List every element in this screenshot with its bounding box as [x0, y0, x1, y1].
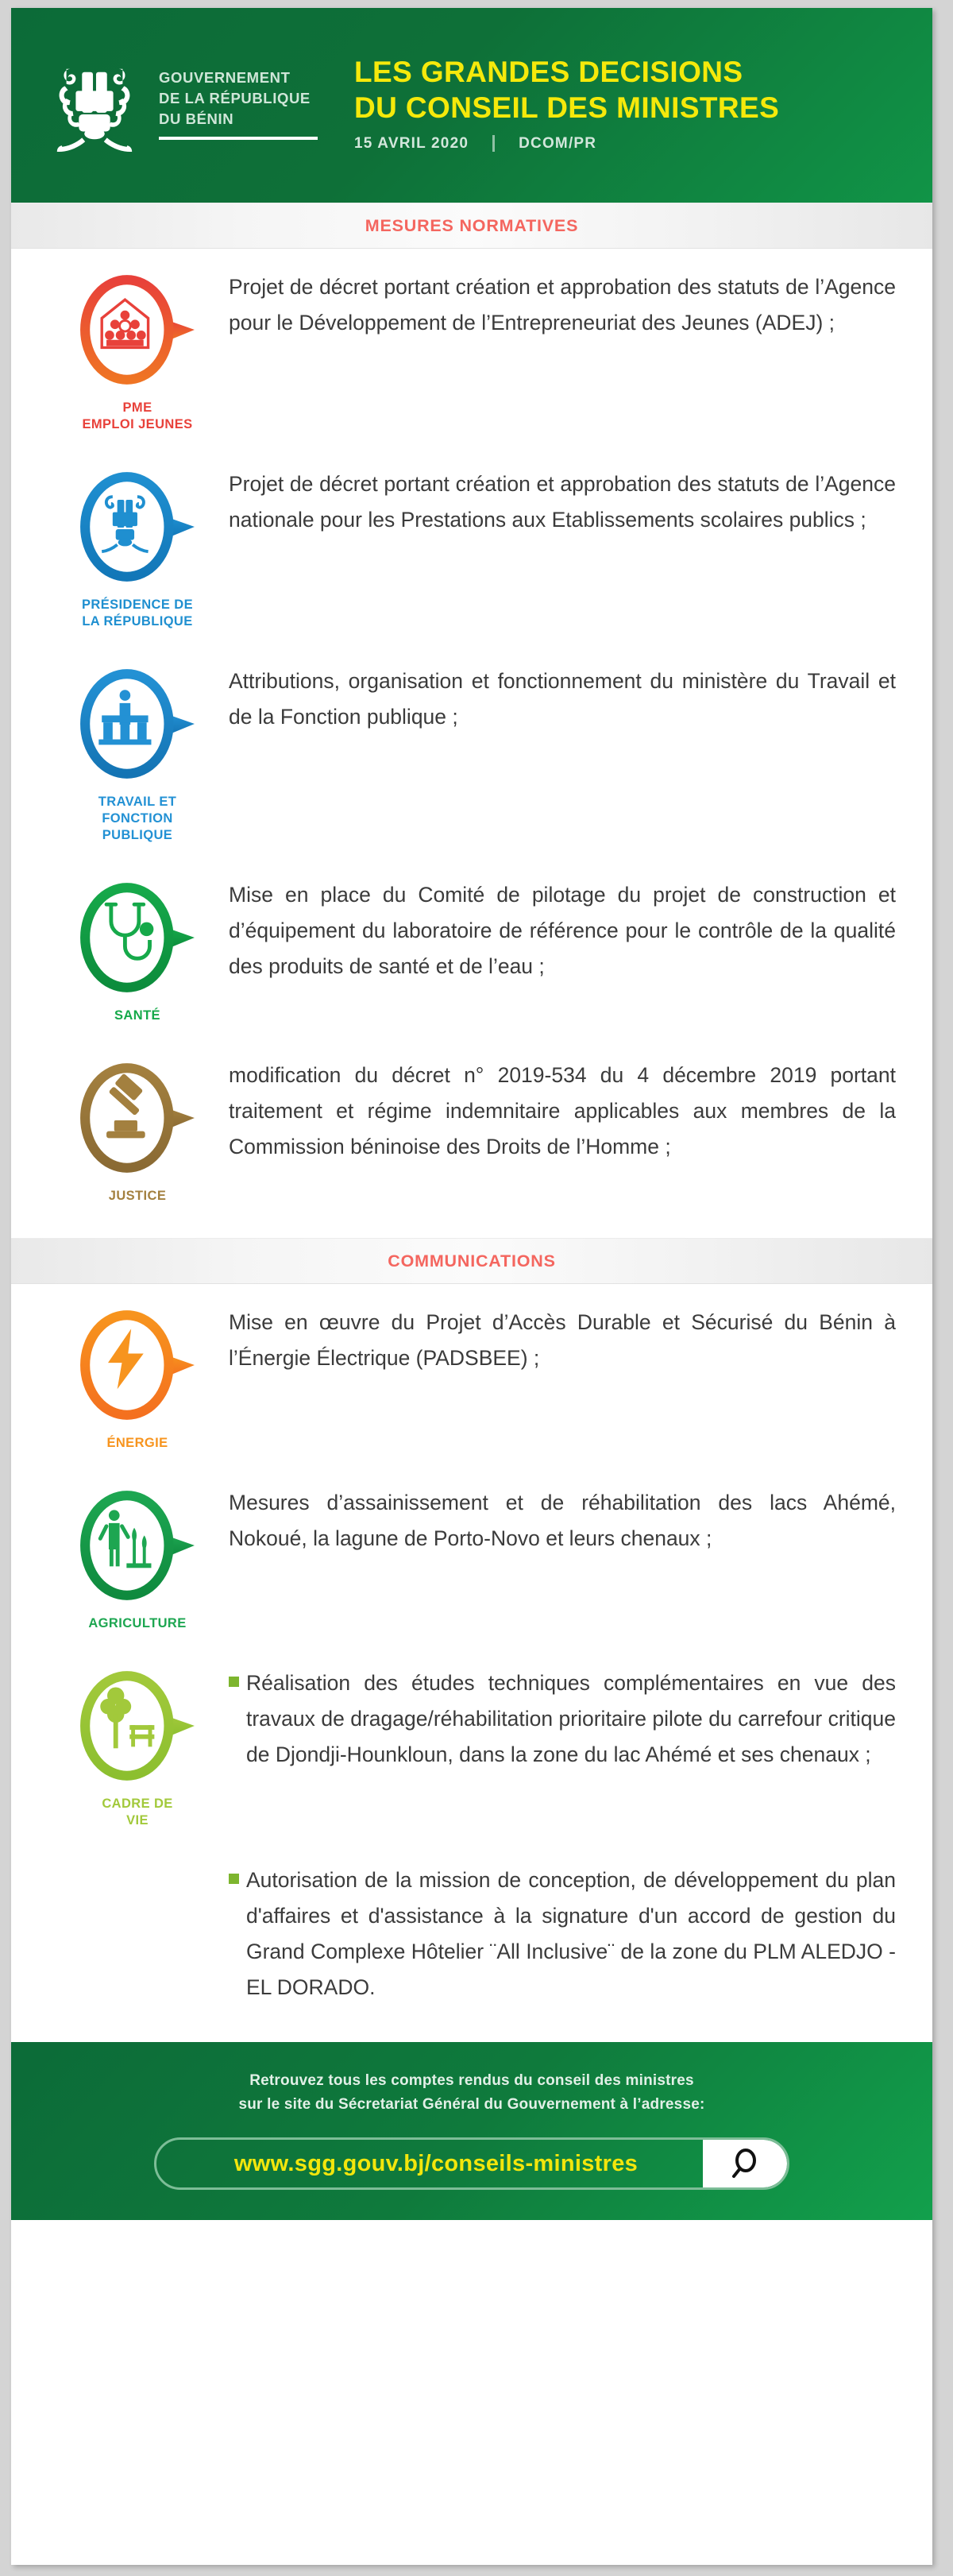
section-spacer [11, 1217, 932, 1238]
ministry-icon-column [46, 261, 229, 433]
section-header-1 [11, 203, 932, 249]
decision-item [11, 446, 932, 643]
website-url[interactable]: www.sgg.gouv.bj/conseils-ministres [233, 2150, 639, 2176]
body-tail-spacer [11, 2018, 932, 2042]
decision-text-column [229, 1297, 896, 1376]
decision-text-column [229, 1657, 896, 1773]
decision-text-column [229, 1050, 896, 1165]
website-url-pill[interactable] [154, 2137, 789, 2190]
decision-item [11, 857, 932, 1037]
ministry-icon-column [46, 458, 229, 630]
decision-item [11, 1842, 932, 2018]
page-title-line-2: DU CONSEIL DES MINISTRES [354, 91, 780, 124]
decision-item [11, 643, 932, 857]
decision-text: Projet de décret portant création et approbation des statuts de l’Agence nationale pour les Prestations aux Etablissements scolaires publics ; [229, 472, 896, 532]
gov-line-2: DE LA RÉPUBLIQUE [159, 90, 311, 106]
decision-text-column [229, 458, 896, 538]
decision-text: Autorisation de la mission de conception, de développement du plan d'affaires et d'assistance à la signature d'un accord de gestion du Grand Complexe Hôtelier ¨All Inclusive¨ de la zone du PLM ALEDJO - EL DORADO. [246, 1868, 896, 1999]
ministry-label-line: JUSTICE [108, 1189, 167, 1203]
ministry-label-line: FONCTION [102, 811, 173, 826]
section-items-1 [11, 249, 932, 1217]
presidency-crest-icon [77, 460, 198, 594]
ministry-label-line: LA RÉPUBLIQUE [82, 614, 193, 629]
ministry-label-line: PUBLIQUE [102, 828, 173, 842]
footer-line-2: sur le site du Sécretariat Général du Gouvernement à l’adresse: [238, 2096, 705, 2113]
ministry-label [82, 400, 192, 433]
government-wordmark [159, 68, 318, 143]
page-title-line-1: LES GRANDES DECISIONS [354, 55, 743, 88]
ministry-icon-column [46, 1477, 229, 1632]
page-header [11, 8, 932, 203]
magnifier-icon [727, 2145, 763, 2182]
ministry-label-line: ÉNERGIE [106, 1436, 168, 1450]
decision-text: Mise en œuvre du Projet d’Accès Durable et Sécurisé du Bénin à l’Énergie Électrique (PADSBEE) ; [229, 1310, 896, 1370]
publication-date: 15 AVRIL 2020 [354, 134, 469, 152]
ministry-icon-column [46, 1297, 229, 1452]
ministry-label [109, 1188, 166, 1205]
publication-source: DCOM/PR [519, 134, 597, 152]
gov-line-1: GOUVERNEMENT [159, 69, 291, 86]
decision-text-column [229, 1855, 896, 2005]
ministry-label-line: TRAVAIL ET [98, 795, 177, 809]
tree-bench-icon [77, 1659, 198, 1793]
ministry-label-line: EMPLOI JEUNES [82, 417, 193, 431]
footer-line-1: Retrouvez tous les comptes rendus du conseil des ministres [249, 2072, 694, 2089]
ministry-icon-column [46, 1657, 229, 1829]
section-header-2 [11, 1238, 932, 1284]
bullet-square-icon [229, 1874, 239, 1884]
ministry-label-line: PRÉSIDENCE DE [82, 598, 193, 612]
document-sheet [11, 8, 932, 2565]
page-footer [11, 2042, 932, 2220]
decision-text-column [229, 869, 896, 984]
search-button[interactable] [703, 2140, 787, 2187]
ministry-label [98, 794, 176, 844]
benin-coat-of-arms-icon [48, 55, 141, 157]
section-title: COMMUNICATIONS [388, 1251, 556, 1271]
decision-text: Réalisation des études techniques complémentaires en vue des travaux de dragage/réhabilitation prioritaire pilote du carrefour critique de Djondji-Hounkloun, dans la zone du lac Ahémé et ses chenaux ; [246, 1671, 896, 1766]
decision-text: Attributions, organisation et fonctionnement du ministère du Travail et de la Fonction publique ; [229, 669, 896, 729]
meta-separator [492, 135, 495, 152]
document-body [11, 203, 932, 2042]
decision-item [11, 1037, 932, 1217]
ministry-label-line: CADRE DE [102, 1797, 173, 1811]
decision-item [11, 1284, 932, 1464]
header-title-block [354, 54, 779, 157]
decision-text-column [229, 1477, 896, 1557]
decision-text-column [229, 656, 896, 735]
worker-bridge-icon [77, 657, 198, 791]
decision-item [11, 249, 932, 446]
decision-item [11, 1645, 932, 1842]
gov-line-3: DU BÉNIN [159, 110, 234, 127]
section-items-2 [11, 1284, 932, 2018]
ministry-icon-column [46, 1050, 229, 1205]
ministry-label [106, 1435, 168, 1452]
bullet-square-icon [229, 1677, 239, 1687]
header-meta-row [354, 135, 779, 153]
stethoscope-icon [77, 871, 198, 1004]
section-title: MESURES NORMATIVES [365, 215, 579, 235]
ministry-icon-column [46, 656, 229, 844]
ministry-label [102, 1796, 172, 1829]
ministry-label-line: SANTÉ [114, 1008, 160, 1023]
footer-gap [11, 2220, 932, 2231]
ministry-label [88, 1615, 186, 1632]
decision-text: Mise en place du Comité de pilotage du projet de construction et d’équipement du laboratoire de référence pour le contrôle de la qualité des produits de santé et de l’eau ; [229, 883, 896, 978]
decision-text: Projet de décret portant création et approbation des statuts de l’Agence pour le Développement de l’Entrepreneuriat des Jeunes (ADEJ) ; [229, 275, 896, 335]
gavel-icon [77, 1051, 198, 1185]
decision-text-column [229, 261, 896, 341]
government-logo-block [48, 55, 318, 157]
decision-text: Mesures d’assainissement et de réhabilitation des lacs Ahémé, Nokoué, la lagune de Porto-Novo et leurs chenaux ; [229, 1491, 896, 1550]
wordmark-rule [159, 137, 318, 140]
decision-text: modification du décret n° 2019-534 du 4 décembre 2019 portant traitement et régime indemnitaire applicables aux membres de la Commission béninoise des Droits de l’Homme ; [229, 1063, 896, 1158]
lightning-bolt-icon [77, 1298, 198, 1432]
ministry-label [114, 1008, 160, 1024]
ministry-label-line: VIE [126, 1813, 149, 1828]
decision-item [11, 1464, 932, 1645]
ministry-icon-column [46, 1855, 229, 1856]
ministry-label [82, 597, 193, 630]
farmer-crops-icon [77, 1479, 198, 1612]
ministry-label-line: PME [122, 400, 152, 415]
ministry-icon-column [46, 869, 229, 1024]
ministry-label-line: AGRICULTURE [88, 1616, 187, 1630]
small-business-group-icon [77, 263, 198, 396]
